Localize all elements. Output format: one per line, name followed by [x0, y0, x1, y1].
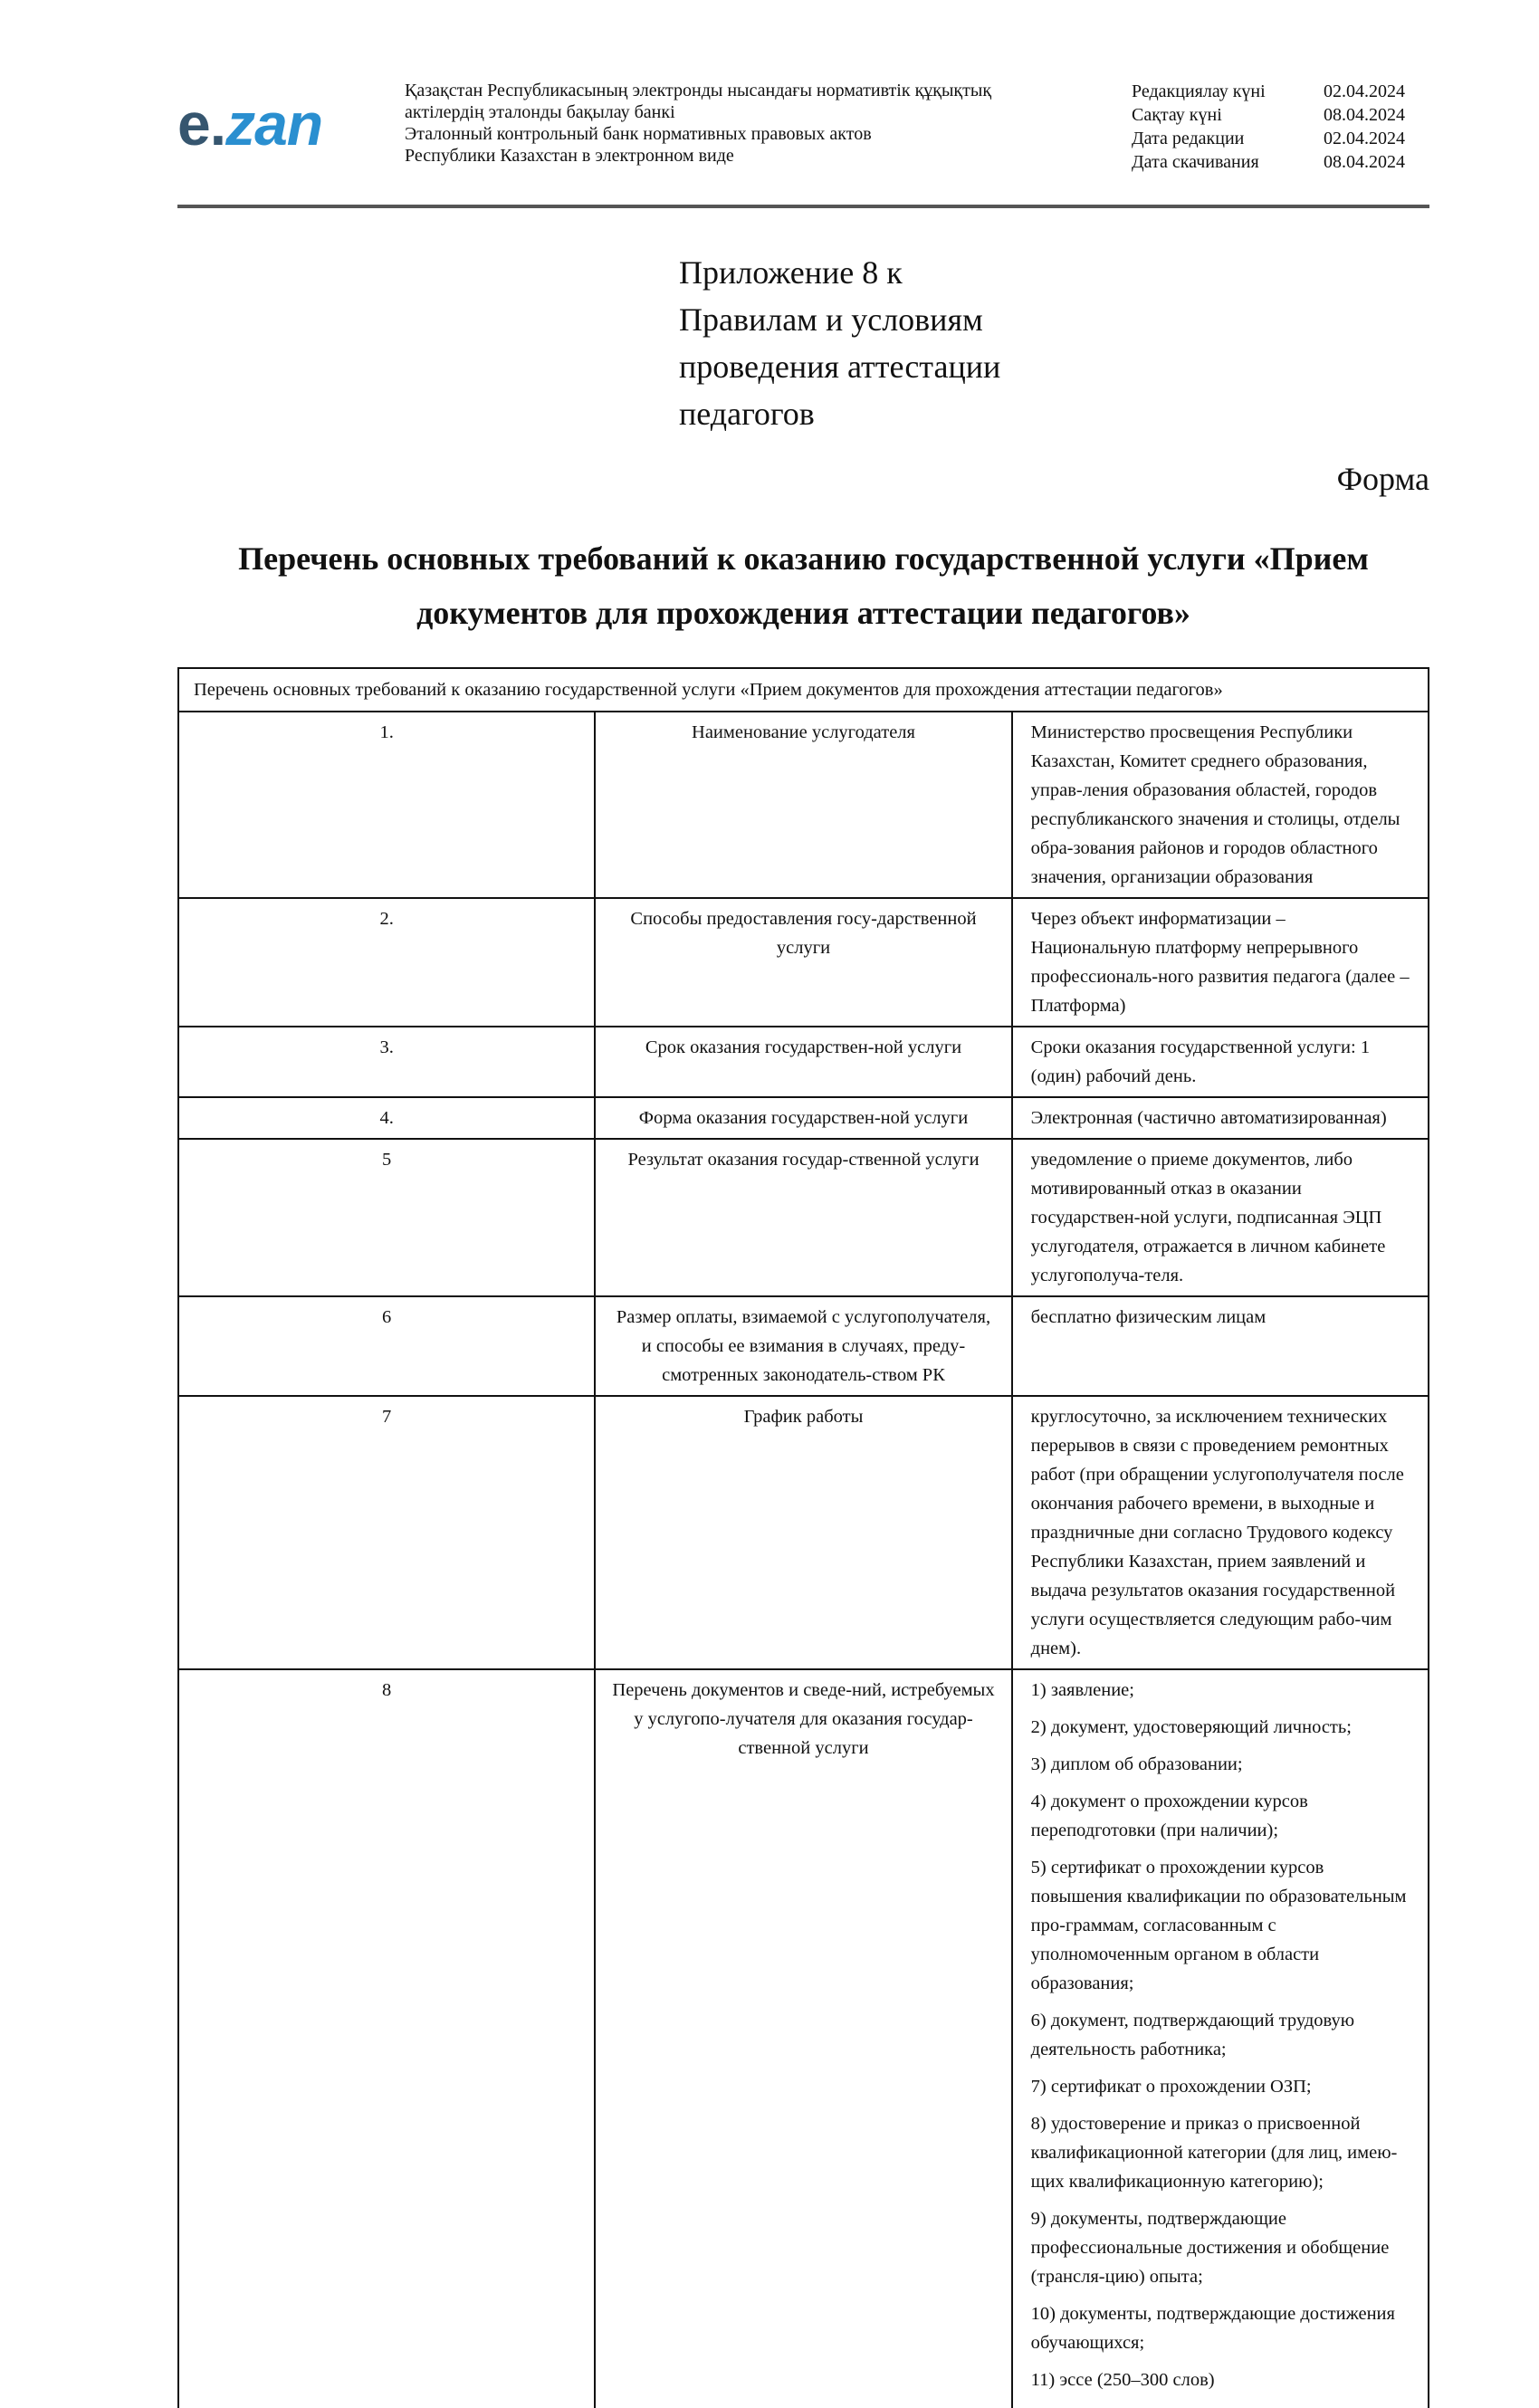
row-name: Наименование услугодателя	[595, 712, 1011, 898]
row-number: 1.	[178, 712, 595, 898]
row-name: Перечень документов и сведе-ний, истребуемых у услугопо-лучателя для оказания государ-ственной услуги	[595, 1669, 1011, 2408]
header-line: актілердің эталонды бақылау банкі	[405, 102, 675, 122]
appendix-line: педагогов	[679, 396, 815, 432]
list-item: 10) документы, подтверждающие достижения обучающихся;	[1030, 2304, 1395, 2353]
row-name: График работы	[595, 1396, 1011, 1669]
meta-label: Дата редакции	[1132, 129, 1245, 148]
table-row	[178, 1296, 1429, 1396]
row-name: Результат оказания государ-ственной услуги	[595, 1139, 1011, 1296]
table-row	[178, 1027, 1429, 1097]
row-name: Размер оплаты, взимаемой с услугополучателя, и способы ее взимания в случаях, преду-смотренных законодатель-ством РК	[595, 1296, 1011, 1396]
row-value: Сроки оказания государственной услуги: 1 (один) рабочий день.	[1012, 1027, 1429, 1097]
header-line: Эталонный контрольный банк нормативных правовых актов	[405, 124, 872, 144]
table-row	[178, 898, 1429, 1027]
logo-zan: zan	[225, 91, 323, 158]
list-item: 5) сертификат о прохождении курсов повышения квалификации по образовательным про-граммам, согласованным с уполномоченным органом в области образования;	[1030, 1858, 1407, 1993]
ezan-logo	[177, 91, 323, 158]
row-value: круглосуточно, за исключением технических перерывов в связи с проведением ремонтных работ (при обращении услугополучателя после окончания рабочего времени, в выходные и праздничные дни согласно Трудового кодексу Республики Казахстан, прием заявлений и выдача результатов оказания государственной услуги осуществляется следующим рабо-чим днем).	[1012, 1396, 1429, 1669]
logo-dot: .	[209, 91, 226, 158]
meta-label: Дата скачивания	[1132, 152, 1259, 172]
table-row	[178, 1097, 1429, 1139]
form-label: Форма	[1336, 461, 1429, 497]
meta-label: Сақтау күні	[1132, 105, 1222, 125]
meta-label: Редакциялау күні	[1132, 81, 1266, 101]
row-name: Срок оказания государствен-ной услуги	[595, 1027, 1011, 1097]
row-value: уведомление о приеме документов, либо мотивированный отказ в оказании государствен-ной услуги, подписанная ЭЦП услугодателя, отражается в личном кабинете услугополуча-теля.	[1012, 1139, 1429, 1296]
document-title	[177, 531, 1429, 640]
row-number: 4.	[178, 1097, 595, 1139]
appendix-line: Правилам и условиям	[679, 301, 983, 338]
row-value: бесплатно физическим лицам	[1012, 1296, 1429, 1396]
header-dates	[1132, 80, 1414, 174]
title-line: документов для прохождения аттестации педагогов»	[416, 595, 1190, 631]
document-list	[1012, 1669, 1429, 2408]
row-number: 2.	[178, 898, 595, 1027]
logo-e: e	[177, 91, 210, 158]
table-caption: Перечень основных требований к оказанию государственной услуги «Прием документов для прохождения аттестации педагогов»	[178, 668, 1429, 712]
table-row	[178, 1669, 1429, 2408]
row-number: 6	[178, 1296, 595, 1396]
row-value: Через объект информатизации – Национальную платформу непрерывного профессиональ-ного развития педагога (далее – Платформа)	[1012, 898, 1429, 1027]
row-name: Форма оказания государствен-ной услуги	[595, 1097, 1011, 1139]
list-item: 7) сертификат о прохождении ОЗП;	[1030, 2077, 1312, 2097]
header-line: Қазақстан Республикасының электронды нысандағы нормативтік құқықтық	[405, 81, 992, 100]
meta-value: 08.04.2024	[1324, 105, 1405, 125]
table-row	[178, 1396, 1429, 1669]
appendix-line: Приложение 8 к	[679, 254, 903, 291]
row-number: 5	[178, 1139, 595, 1296]
meta-value: 08.04.2024	[1324, 152, 1405, 172]
table-row	[178, 712, 1429, 898]
row-number: 7	[178, 1396, 595, 1669]
table-caption-row	[178, 668, 1429, 712]
list-item: 9) документы, подтверждающие профессиональные достижения и обобщение (трансля-цию) опыта;	[1030, 2209, 1390, 2287]
header-source-text	[405, 80, 991, 167]
list-item: 4) документ о прохождении курсов переподготовки (при наличии);	[1030, 1792, 1308, 1840]
row-value: Министерство просвещения Республики Казахстан, Комитет среднего образования, управ-ления образования областей, городов республиканского значения и столицы, отделы обра-зования районов и городов областного значения, организации образования	[1012, 712, 1429, 898]
list-item: 3) диплом об образовании;	[1030, 1754, 1243, 1774]
list-item: 6) документ, подтверждающий трудовую деятельность работника;	[1030, 2011, 1355, 2059]
appendix-line: проведения аттестации	[679, 349, 1001, 385]
list-item: 8) удостоверение и приказ о присвоенной квалификационной категории (для лиц, имею-щих квалификационную категорию);	[1030, 2114, 1398, 2192]
meta-value: 02.04.2024	[1324, 129, 1405, 148]
meta-value: 02.04.2024	[1324, 81, 1405, 101]
appendix-reference	[679, 249, 1000, 437]
requirements-table	[177, 667, 1429, 2408]
table-row	[178, 1139, 1429, 1296]
list-item: 2) документ, удостоверяющий личность;	[1030, 1717, 1352, 1737]
row-value: Электронная (частично автоматизированная)	[1012, 1097, 1429, 1139]
row-name: Способы предоставления госу-дарственной услуги	[595, 898, 1011, 1027]
list-item: 11) эссе (250–300 слов)	[1030, 2370, 1215, 2390]
row-number: 3.	[178, 1027, 595, 1097]
title-line: Перечень основных требований к оказанию государственной услуги «Прием	[238, 540, 1369, 577]
row-number: 8	[178, 1669, 595, 2408]
header-line: Республики Казахстан в электронном виде	[405, 146, 734, 166]
list-item: 1) заявление;	[1030, 1680, 1134, 1700]
header-divider	[177, 205, 1429, 208]
